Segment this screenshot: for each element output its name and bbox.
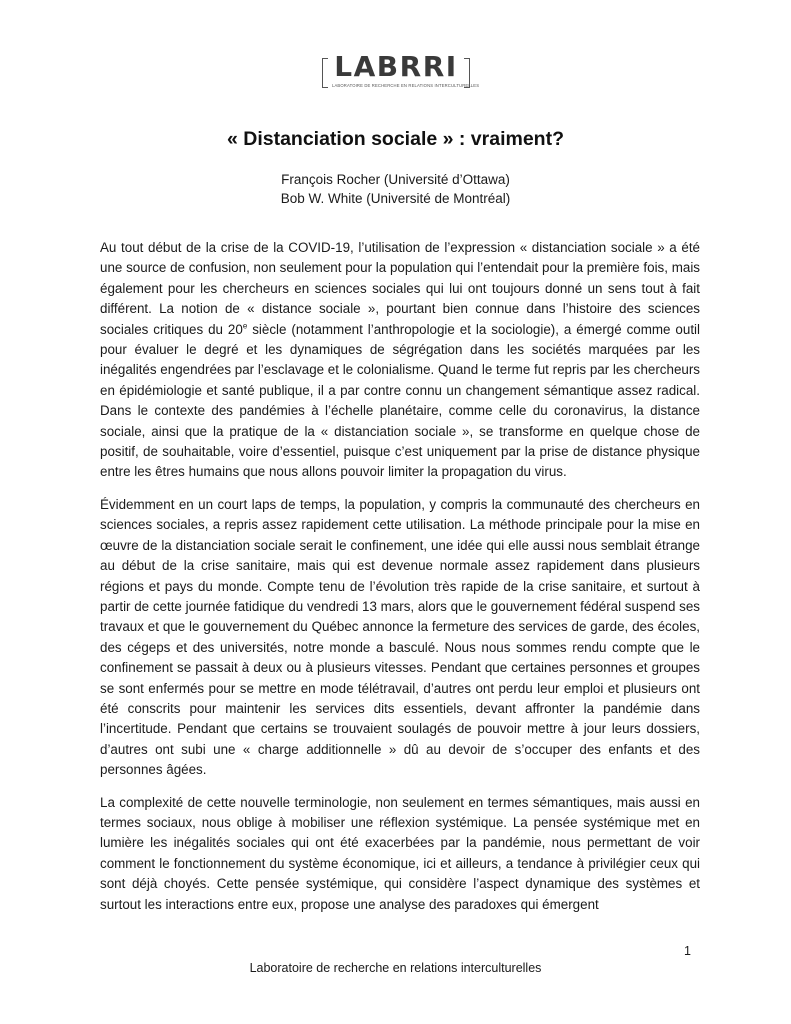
document-body bbox=[100, 238, 700, 927]
author-line: François Rocher (Université d’Ottawa) bbox=[281, 172, 510, 187]
logo-wordmark: LABRRI bbox=[334, 50, 458, 83]
superscript: e bbox=[242, 321, 248, 331]
body-paragraph: Évidemment en un court laps de temps, la population, y compris la communauté des chercheurs en sciences sociales, a repris assez rapidement cette utilisation. La méthode principale pour la mise en œuvre de la distanciation sociale serait le confinement, une idée qui elle aussi nous semblait étrange au début de la crise sanitaire, mais qui est devenue normale assez rapidement dans plusieurs régions et pays du monde. Compte tenu de l’évolution très rapide de la crise sanitaire, et surtout à partir de cette journée fatidique du vendredi 13 mars, alors que le gouvernement fédéral suspend ses travaux et que le gouvernement du Québec annonce la fermeture des services de garde, des écoles, des cégeps et des universités, notre monde a basculé. Nous nous sommes rendu compte que le confinement se passait à deux ou à plusieurs vitesses. Pendant que certaines personnes et groupes se sont enfermés pour se mettre en mode télétravail, d’autres ont perdu leur emploi et plusieurs ont été conscrits pour maintenir les services dits essentiels, devant affronter la pandémie dans l’incertitude. Pendant que certains se trouvaient soulagés de pouvoir mettre à jour leurs dossiers, d’autres ont subi une « charge additionnelle » dû au devoir de s’occuper des enfants et des personnes âgées. bbox=[100, 496, 700, 778]
page-number: 1 bbox=[684, 944, 691, 958]
body-paragraph bbox=[100, 238, 700, 483]
document-title: « Distanciation sociale » : vraiment? bbox=[226, 128, 565, 150]
author-list bbox=[0, 170, 791, 208]
author-line: Bob W. White (Université de Montréal) bbox=[280, 191, 511, 206]
logo-left-bracket bbox=[322, 58, 328, 88]
page-footer: Laboratoire de recherche en relations interculturelles bbox=[249, 961, 542, 975]
logo-right-bracket bbox=[464, 58, 470, 88]
labrri-logo bbox=[322, 50, 480, 96]
body-paragraph: La complexité de cette nouvelle terminologie, non seulement en termes sémantiques, mais aussi en termes sociaux, nous oblige à mobiliser une réflexion systémique. La pensée systémique met en lumière les inégalités sociales qui ont été exacerbées par la pandémie, nous permettant de voir comment le fonctionnement du système économique, ici et ailleurs, a tendance à privilégier ceux qui sont déjà choyés. Cette pensée systémique, qui considère l’aspect dynamique des systèmes et surtout les interactions entre eux, propose une analyse des paradoxes qui émergent bbox=[100, 794, 700, 912]
logo-subtitle: LABORATOIRE DE RECHERCHE EN RELATIONS INTERCULTURELLES bbox=[332, 83, 480, 88]
paragraph-text: Au tout début de la crise de la COVID-19, l’utilisation de l’expression « distanciation sociale » a été une source de confusion, non seulement pour la population qui l’entendait pour la première fois, mais également pour les chercheurs en sciences sociales qui lui ont toujours donné un sens tout à fait différent. La notion de « distance sociale », pourtant bien connue dans l’histoire des sciences sociales critiques du 20 bbox=[100, 240, 700, 337]
paragraph-text: siècle (notamment l’anthropologie et la sociologie), a émergé comme outil pour évaluer le degré et les dynamiques de ségrégation dans les sociétés marquées par les inégalités engendrées par l’esclavage et le colonialisme. Quand le terme fut repris par les chercheurs en épidémiologie et santé publique, il a par contre connu un changement sémantique assez radical. Dans le contexte des pandémies à l’échelle planétaire, comme celle du coronavirus, la distance sociale, ainsi que la pratique de la « distanciation sociale », se transforme en quelque chose de positif, de souhaitable, voire d’essentiel, puisque c’est uniquement par la prise de distance physique entre les êtres humains que nous allons pouvoir limiter la propagation du virus. bbox=[100, 321, 700, 480]
